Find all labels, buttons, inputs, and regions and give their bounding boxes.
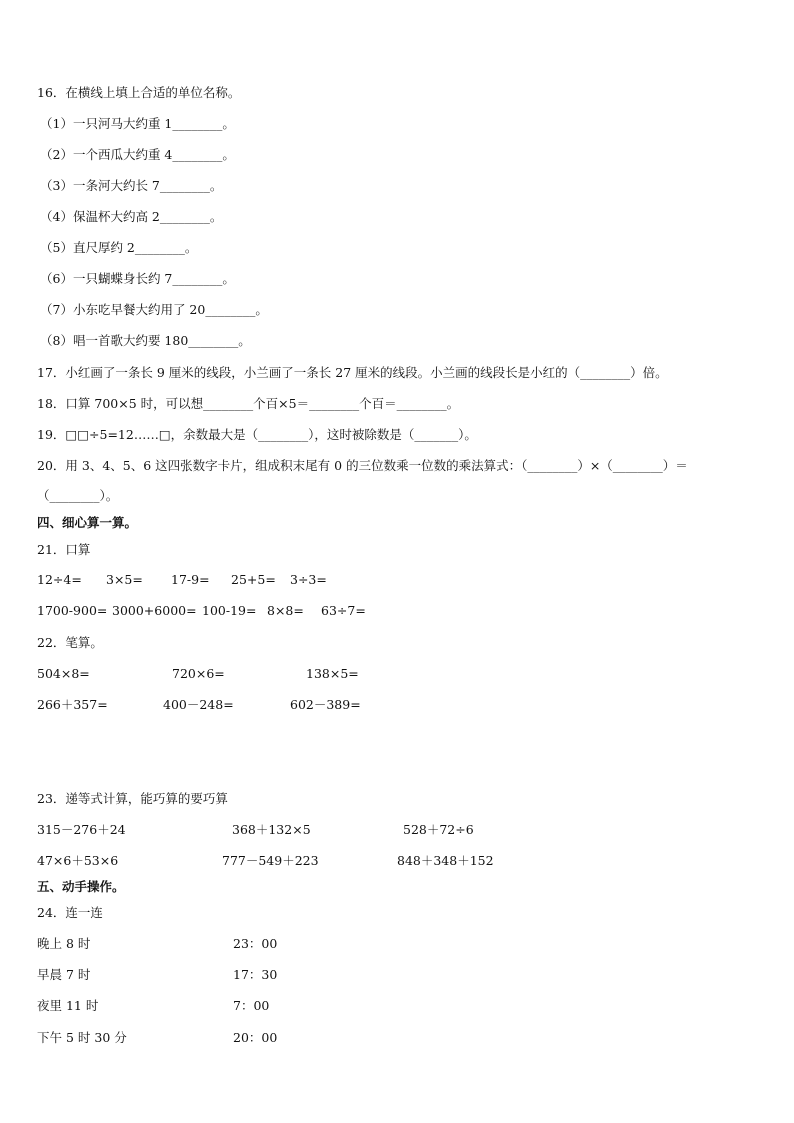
match-left-item: 下午 5 时 30 分 bbox=[37, 1030, 127, 1045]
written-calc-item: 138×5= bbox=[306, 666, 359, 681]
question-23-title: 23．递等式计算，能巧算的要巧算 bbox=[37, 791, 228, 806]
mental-math-item: 17-9= bbox=[171, 572, 210, 587]
mental-math-item: 3000+6000= bbox=[112, 603, 197, 618]
written-calc-item: 504×8= bbox=[37, 666, 90, 681]
mental-math-item: 1700-900= bbox=[37, 603, 108, 618]
question-20-line1: 20．用 3、4、5、6 这四张数字卡片，组成积末尾有 0 的三位数乘一位数的乘法算式：（________）×（________）＝ bbox=[37, 458, 688, 473]
match-right-item: 17：30 bbox=[233, 967, 278, 982]
question-16-item: （5）直尺厚约 2________。 bbox=[40, 240, 198, 255]
mental-math-item: 63÷7= bbox=[321, 603, 366, 618]
question-16-title: 16．在横线上填上合适的单位名称。 bbox=[37, 85, 241, 100]
match-right-item: 23：00 bbox=[233, 936, 278, 951]
question-16-item: （8）唱一首歌大约要 180________。 bbox=[40, 333, 251, 348]
written-calc-item: 400－248= bbox=[163, 697, 234, 712]
question-16-item: （1）一只河马大约重 1________。 bbox=[40, 116, 235, 131]
written-calc-item: 720×6= bbox=[172, 666, 225, 681]
mental-math-item: 3÷3= bbox=[290, 572, 327, 587]
mental-math-item: 8×8= bbox=[267, 603, 304, 618]
question-16-item: （3）一条河大约长 7________。 bbox=[40, 178, 223, 193]
stepwise-calc-item: 848＋348＋152 bbox=[397, 853, 494, 868]
section-5-heading: 五、动手操作。 bbox=[37, 879, 125, 894]
mental-math-item: 25+5= bbox=[231, 572, 276, 587]
stepwise-calc-item: 47×6＋53×6 bbox=[37, 853, 119, 868]
question-19: 19．□□÷5=12……□，余数最大是（________），这时被除数是（_______）。 bbox=[37, 427, 477, 442]
question-16-item: （7）小东吃早餐大约用了 20________。 bbox=[40, 302, 268, 317]
question-20-line2: （________）。 bbox=[37, 488, 119, 503]
match-left-item: 夜里 11 时 bbox=[37, 998, 99, 1013]
stepwise-calc-item: 528＋72÷6 bbox=[403, 822, 474, 837]
question-21-title: 21．口算 bbox=[37, 542, 91, 557]
question-16-item: （2）一个西瓜大约重 4________。 bbox=[40, 147, 235, 162]
stepwise-calc-item: 368＋132×5 bbox=[232, 822, 311, 837]
mental-math-item: 12÷4= bbox=[37, 572, 82, 587]
match-right-item: 20：00 bbox=[233, 1030, 278, 1045]
section-4-heading: 四、细心算一算。 bbox=[37, 515, 138, 530]
question-18: 18．口算 700×5 时，可以想________个百×5＝________个百＝________。 bbox=[37, 396, 460, 411]
match-left-item: 早晨 7 时 bbox=[37, 967, 91, 982]
match-left-item: 晚上 8 时 bbox=[37, 936, 91, 951]
mental-math-item: 100-19= bbox=[202, 603, 257, 618]
stepwise-calc-item: 777－549＋223 bbox=[222, 853, 319, 868]
written-calc-item: 602－389= bbox=[290, 697, 361, 712]
mental-math-item: 3×5= bbox=[106, 572, 143, 587]
question-16-item: （4）保温杯大约高 2________。 bbox=[40, 209, 223, 224]
question-17: 17．小红画了一条长 9 厘米的线段，小兰画了一条长 27 厘米的线段。小兰画的线段长是小红的（________）倍。 bbox=[37, 365, 668, 380]
written-calc-item: 266＋357= bbox=[37, 697, 108, 712]
question-16-item: （6）一只蝴蝶身长约 7________。 bbox=[40, 271, 235, 286]
question-22-title: 22．笔算。 bbox=[37, 635, 103, 650]
match-right-item: 7：00 bbox=[233, 998, 270, 1013]
question-24-title: 24．连一连 bbox=[37, 905, 103, 920]
stepwise-calc-item: 315－276＋24 bbox=[37, 822, 126, 837]
